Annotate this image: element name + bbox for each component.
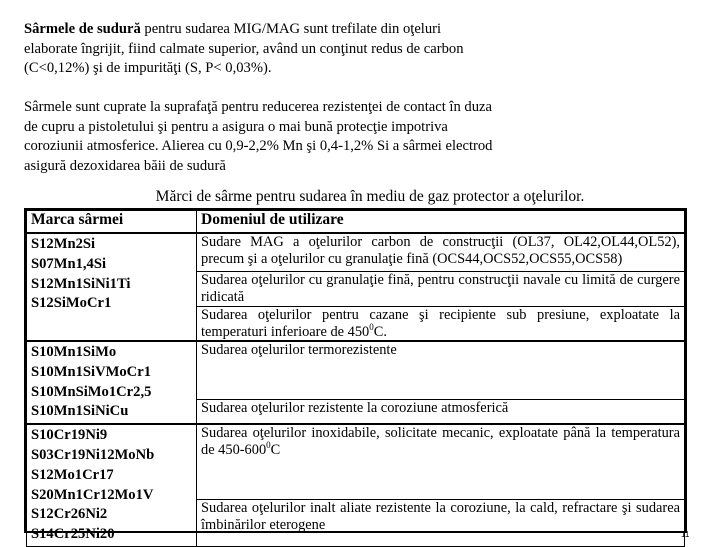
intro-paragraph [24,20,494,79]
use-item: Sudarea oţelurilor cu granulaţie fină, pentru construcţii navale cu limită de curgere ridicată [197,272,684,307]
mark-item: S12Cr26Ni2 [31,506,108,523]
degree-superscript: 0 [266,439,271,450]
intro-text: pentru sudarea MIG/MAG sunt trefilate din oţeluri elaborate îngrijit, fiind calmate superior, având un conţinut redus de carbon (C<0,12%) şi de impurităţi (S, P< 0,03%). [24,21,464,76]
mark-item: S12SiMoCr1 [31,295,112,312]
use-text: Sudarea oţelurilor pentru cazane şi recipiente sub presiune, exploatate la temperaturi inferioare de 450 [201,307,680,340]
mark-item: S20Mn1Cr12Mo1V [31,486,154,503]
table-caption: Mărci de sârme pentru sudarea în mediu de gaz protector a oţelurilor. [155,188,585,205]
table-row [27,233,685,341]
use-item: Sudarea oţelurilor rezistente la coroziune atmosferică [201,400,509,416]
use-item: Sudarea oţelurilor termorezistente [197,342,684,400]
mark-item: S12Mn2Si [31,236,96,252]
mark-item: S14Cr25Ni20 [31,526,115,543]
marks-cell [27,341,197,424]
use-unit: C [270,441,281,458]
table-header-row [27,211,685,234]
page-number: 11 [681,530,690,539]
mark-item: S10Mn1SiMo [31,344,117,360]
header-domeniul: Domeniul de utilizare [197,211,685,234]
use-item: Sudare MAG a oţelurilor carbon de construcţii (OL37, OL42,OL44,OL52), precum şi a oţelurilor cu granulaţie fină (OCS44,OCS52,OCS55,OCS58) [197,234,684,272]
table-row [27,424,685,546]
second-paragraph: Sârmele sunt cuprate la suprafaţă pentru reducerea rezistenţei de contact în duza de cupru a pistoletului şi pentru a asigura o mai bună protecţie impotriva coroziunii atmosferice. Alierea cu 0,9-2,2% Mn şi 0,4-1,2% Si a sârmei electrod asigură dezoxidarea băii de sudură [24,99,493,174]
use-item [197,425,684,500]
use-item: Sudarea oţelurilor inalt aliate rezistente la coroziune, la cald, refractare şi sudarea îmbinărilor eterogene [201,500,680,533]
marks-cell [27,424,197,546]
uses-cell [197,424,685,546]
intro-bold-lead: Sârmele de sudură [24,21,141,37]
use-text: Sudarea oţelurilor inoxidabile, solicitate mecanic, exploatate până la temperatura de 450-600 [201,425,680,458]
mark-item: S07Mn1,4Si [31,255,107,272]
mark-item: S12Mn1SiNi1Ti [31,275,131,292]
uses-cell [197,341,685,424]
mark-item: S10Mn1SiVMoCr1 [31,363,151,380]
marks-cell [27,233,197,341]
header-marca: Marca sârmei [27,211,197,234]
mark-item: S10MnSiMo1Cr2,5 [31,383,152,400]
uses-cell [197,233,685,341]
mark-item: S12Mo1Cr17 [31,466,114,483]
use-item [197,307,684,340]
degree-superscript: 0 [369,321,374,332]
use-unit: C. [373,323,387,340]
mark-item: S10Mn1SiNiCu [31,403,129,420]
mark-item: S03Cr19Ni12MoNb [31,446,155,463]
table-row [27,341,685,424]
mark-item: S10Cr19Ni9 [31,427,108,444]
